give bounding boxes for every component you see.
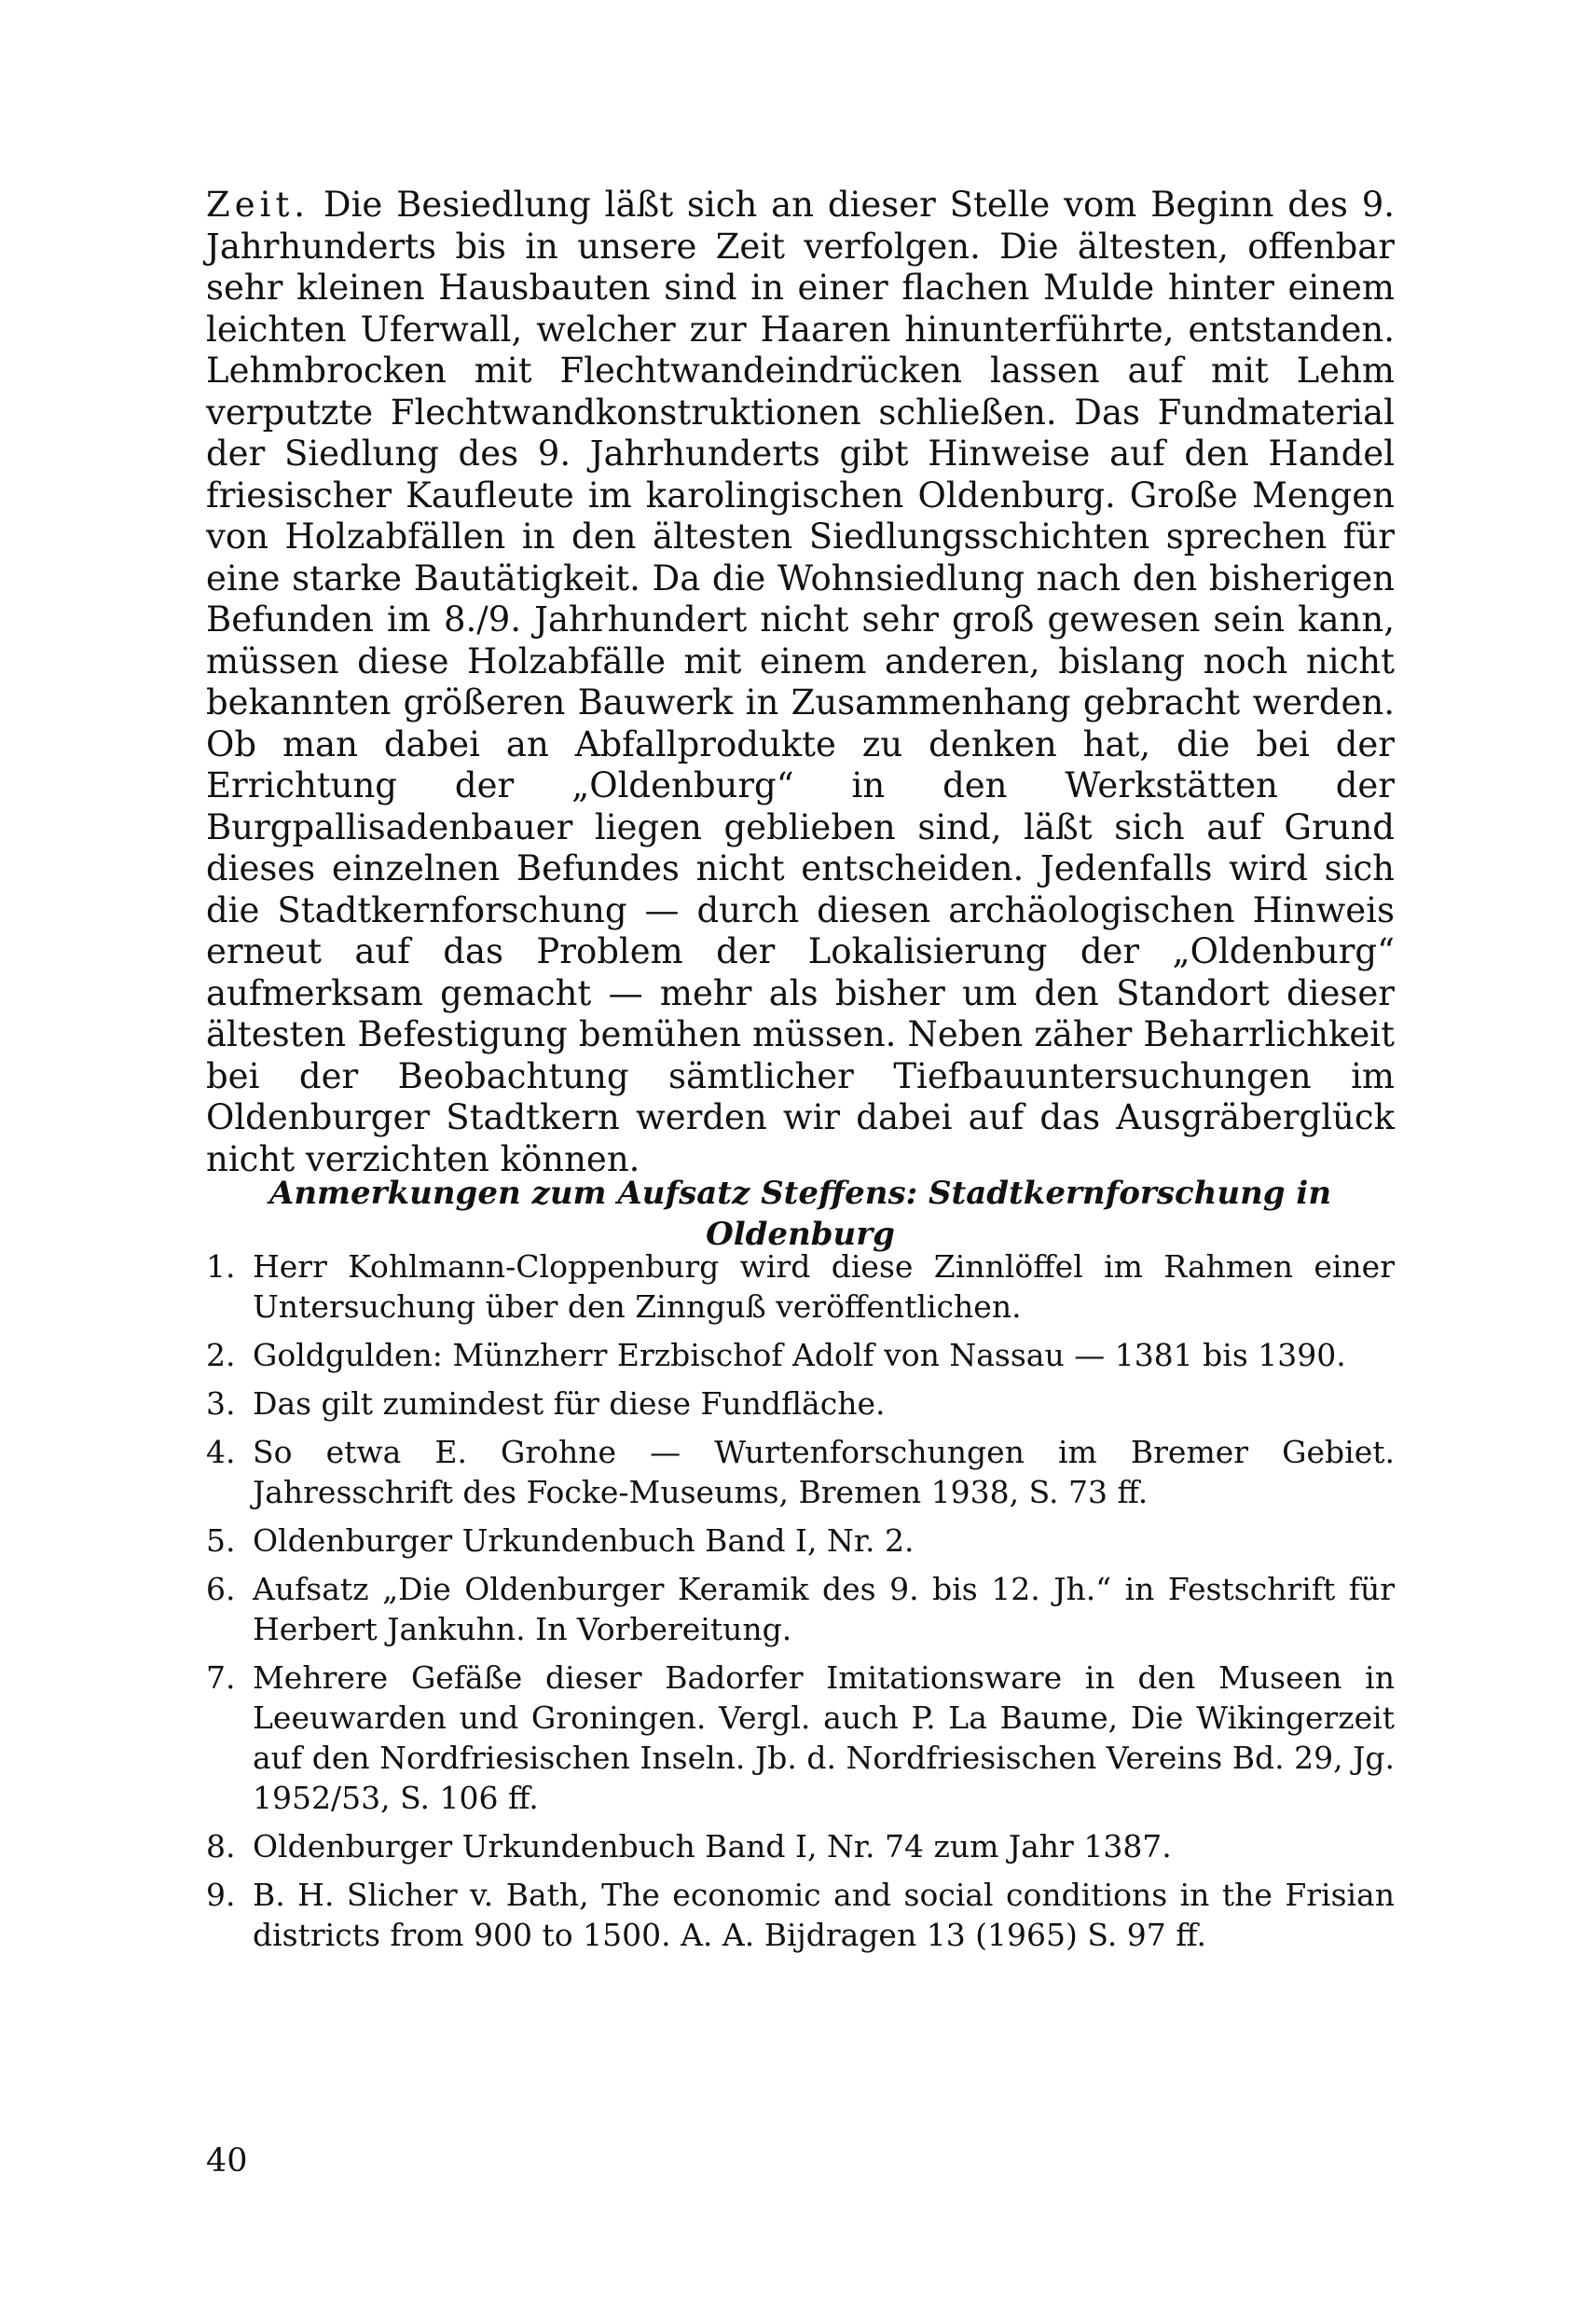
note-item-3 bbox=[206, 1383, 1395, 1424]
note-text: Aufsatz „Die Oldenburger Keramik des 9. bis 12. Jh.“ in Festschrift für Herbert Jankuhn. In Vorbereitung. bbox=[253, 1571, 1395, 1647]
note-item-8 bbox=[206, 1826, 1395, 1866]
page-number: 40 bbox=[206, 2142, 248, 2180]
note-number: 8. bbox=[206, 1828, 236, 1865]
lead-word: Zeit. bbox=[206, 185, 310, 225]
note-number: 5. bbox=[206, 1522, 236, 1559]
note-item-1 bbox=[206, 1246, 1395, 1327]
note-number: 3. bbox=[206, 1385, 236, 1422]
note-number: 1. bbox=[206, 1248, 236, 1285]
note-text: Herr Kohlmann-Cloppenburg wird diese Zinnlöffel im Rahmen einer Untersuchung über den Zinnguß veröffentlichen. bbox=[253, 1248, 1395, 1325]
notes-heading: Anmerkungen zum Aufsatz Steffens: Stadtkernforschung in Oldenburg bbox=[268, 1175, 1332, 1253]
note-item-7 bbox=[206, 1658, 1395, 1818]
note-item-2 bbox=[206, 1335, 1395, 1375]
note-text: Mehrere Gefäße dieser Badorfer Imitationsware in den Museen in Leeuwarden und Groningen. Vergl. auch P. La Baume, Die Wikingerzeit auf den Nordfriesischen Inseln. Jb. d. Nordfriesischen Vereins Bd. 29, Jg. 1952/53, S. 106 ff. bbox=[253, 1659, 1395, 1816]
note-number: 4. bbox=[206, 1434, 236, 1470]
note-item-6 bbox=[206, 1569, 1395, 1649]
note-number: 2. bbox=[206, 1337, 236, 1373]
notes-list bbox=[206, 1246, 1395, 1963]
note-number: 6. bbox=[206, 1571, 236, 1607]
note-text: So etwa E. Grohne — Wurtenforschungen im Bremer Gebiet. Jahresschrift des Focke-Museums, Bremen 1938, S. 73 ff. bbox=[253, 1434, 1395, 1510]
note-number: 7. bbox=[206, 1659, 236, 1696]
body-text: Die Besiedlung läßt sich an dieser Stelle vom Beginn des 9. Jahrhunderts bis in unsere Zeit verfolgen. Die ältesten, offenbar sehr kleinen Hausbauten sind in einer flachen Mulde hinter einem leichten Uferwall, welcher zur Haaren hinunterführte, entstanden. Lehmbrocken mit Flechtwandeindrücken lassen auf mit Lehm verputzte Flechtwandkonstruktionen schließen. Das Fundmaterial der Siedlung des 9. Jahrhunderts gibt Hinweise auf den Handel friesischer Kaufleute im karolingischen Oldenburg. Große Mengen von Holzabfällen in den ältesten Siedlungsschichten sprechen für eine starke Bautätigkeit. Da die Wohnsiedlung nach den bisherigen Befunden im 8./9. Jahrhundert nicht sehr groß gewesen sein kann, müssen diese Holzabfälle mit einem anderen, bislang noch nicht bekannten größeren Bauwerk in Zusammenhang gebracht werden. Ob man dabei an Abfallprodukte zu denken hat, die bei der Errichtung der „Oldenburg“ in den Werkstätten der Burgpallisadenbauer liegen geblieben sind, läßt sich auf Grund dieses einzelnen Befundes nicht entscheiden. Jedenfalls wird sich die Stadtkernforschung — durch diesen archäologischen Hinweis erneut auf das Problem der Lokalisierung der „Oldenburg“ aufmerksam gemacht — mehr als bisher um den Standort dieser ältesten Befestigung bemühen müssen. Neben zäher Beharrlichkeit bei der Beobachtung sämtlicher Tiefbauuntersuchungen im Oldenburger Stadtkern werden wir dabei auf das Ausgräberglück nicht verzichten können. bbox=[206, 185, 1395, 1179]
note-text: Das gilt zumindest für diese Fundfläche. bbox=[253, 1385, 886, 1422]
note-item-9 bbox=[206, 1875, 1395, 1955]
body-paragraph bbox=[206, 185, 1395, 1180]
note-item-5 bbox=[206, 1521, 1395, 1561]
note-text: Oldenburger Urkundenbuch Band I, Nr. 2. bbox=[253, 1522, 915, 1559]
note-item-4 bbox=[206, 1432, 1395, 1512]
note-text: Goldgulden: Münzherr Erzbischof Adolf von Nassau — 1381 bis 1390. bbox=[253, 1337, 1346, 1373]
note-text: Oldenburger Urkundenbuch Band I, Nr. 74 zum Jahr 1387. bbox=[253, 1828, 1172, 1865]
note-number: 9. bbox=[206, 1877, 236, 1913]
note-text: B. H. Slicher v. Bath, The economic and social conditions in the Frisian districts from 900 to 1500. A. A. Bijdragen 13 (1965) S. 97 ff. bbox=[253, 1877, 1395, 1953]
